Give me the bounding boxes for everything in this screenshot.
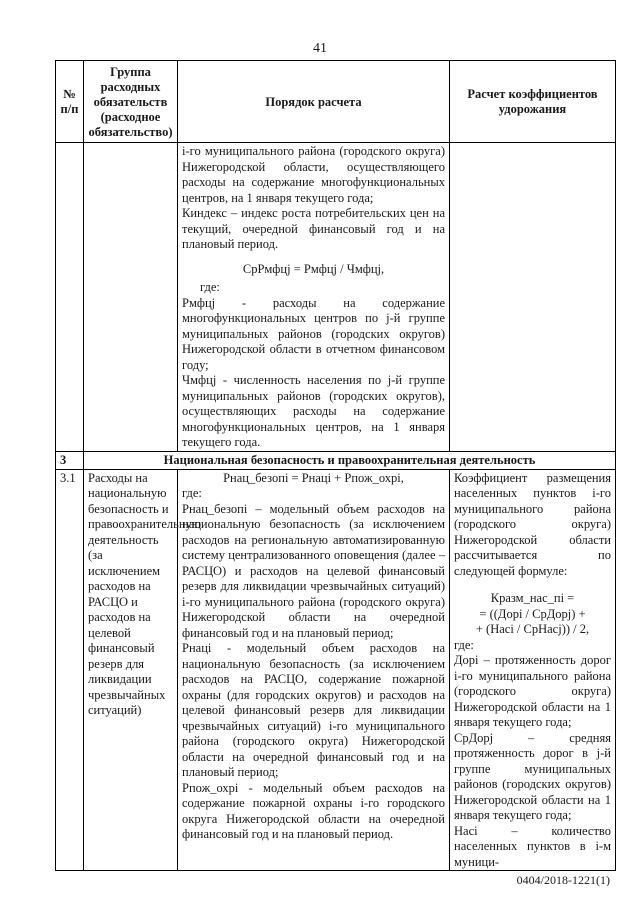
- continuation-row: [56, 143, 616, 452]
- page-number: 41: [313, 41, 327, 56]
- where-label: где:: [454, 637, 474, 652]
- definition: Рнац_безопi – модельный объем расходов на национальную безопасность (за исключением расходов на региональную автоматизированную систему централизованного оповещения (далее – РАСЦО) и расходов на целевой финансовый резерв для ликвидации чрезвычайных ситуаций) i-го муниципального района (городского округа) Нижегородской области на очередной финансовый год и на плановый период;: [182, 501, 445, 640]
- where-label: где:: [200, 280, 220, 294]
- formula: Рнац_безопi = Рнацi + Рпож_охрi,: [223, 470, 404, 485]
- coef-formula: + (Насi / СрНасj)) / 2,: [475, 622, 590, 636]
- continuation-line: i-го муниципального района (городского округа) Нижегородской области, осуществляющего расходы на содержание многофункциональных центров, на 1 января текущего года;: [182, 144, 445, 205]
- row-coef: [450, 469, 616, 871]
- continuation-line: Киндекс – индекс роста потребительских цен на текущий, очередной финансовый год и на плановый период.: [182, 206, 445, 251]
- section-title: Национальная безопасность и правоохранительная деятельность: [84, 451, 616, 469]
- header-coef: Расчет коэффициентов удорожания: [450, 61, 616, 143]
- coef-definition: Дорi – протяженность дорог i-го муниципального района (городского округа) Нижегородской области на 1 января текущего года;: [454, 653, 611, 729]
- calculation-table: [55, 60, 616, 871]
- coef-formula: Кразм_нас_пi =: [490, 591, 575, 605]
- row-3-1: [56, 469, 616, 871]
- coef-definition: СрДорj – средняя протяженность дорог в j-й группе муниципальных районов (городских округов) Нижегородской области на 1 января текущего года;: [454, 730, 611, 822]
- definition: Рнацi - модельный объем расходов на национальную безопасность (за исключением расходов на РАСЦО, содержание пожарной охраны (для городских округов) и расходов на целевой финансовый резерв для ликвидации чрезвычайных ситуаций) i-го муниципального района (городского округа) Нижегородской области на очередной финансовый год и на плановый период;: [182, 641, 445, 779]
- row-group: Расходы на национальную безопасность и правоохранительную деятельность (за исключением расходов на РАСЦО и расходов на целевой финансовый резерв для ликвидации чрезвычайных ситуаций): [84, 469, 178, 871]
- coef-formula: = ((Дорi / СрДорj) +: [479, 606, 586, 621]
- definition: Чмфцj - численность населения по j-й группе муниципальных районов (городских округов), осуществляющих расходы на содержание многофункциональных центров, на 1 января текущего года.: [182, 373, 445, 449]
- header-num: № п/п: [56, 61, 84, 143]
- row-order: [178, 469, 450, 871]
- definition: Рпож_охрi - модельный объем расходов на содержание пожарной охраны i-го городского округа Нижегородской области на очередной финансовый год и на плановый период.: [182, 780, 445, 841]
- row-num: 3.1: [56, 469, 84, 871]
- coef-intro: Коэффициент размещения населенных пунктов i-го муниципального района (городского округа) Нижегородской области рассчитывается по следующей формуле:: [454, 470, 611, 578]
- header-order: Порядок расчета: [178, 61, 450, 143]
- formula: СрРмфцj = Рмфцj / Чмфцj,: [242, 261, 385, 276]
- definition: Рмфцj - расходы на содержание многофункциональных центров по j-й группе муниципальных районов (городских округов) Нижегородской области в отчетном финансовом году;: [182, 295, 445, 372]
- section-num: 3: [56, 451, 84, 469]
- continuation-cell: [178, 143, 450, 452]
- document-code: 0404/2018-1221(1): [516, 873, 610, 887]
- table-header-row: [56, 61, 616, 143]
- coef-definition: Насi – количество населенных пунктов в i-м муници-: [454, 823, 611, 869]
- where-label: где:: [182, 486, 202, 500]
- section-row: [56, 451, 616, 469]
- header-group: Группа расходных обязательств (расходное обязательство): [84, 61, 178, 143]
